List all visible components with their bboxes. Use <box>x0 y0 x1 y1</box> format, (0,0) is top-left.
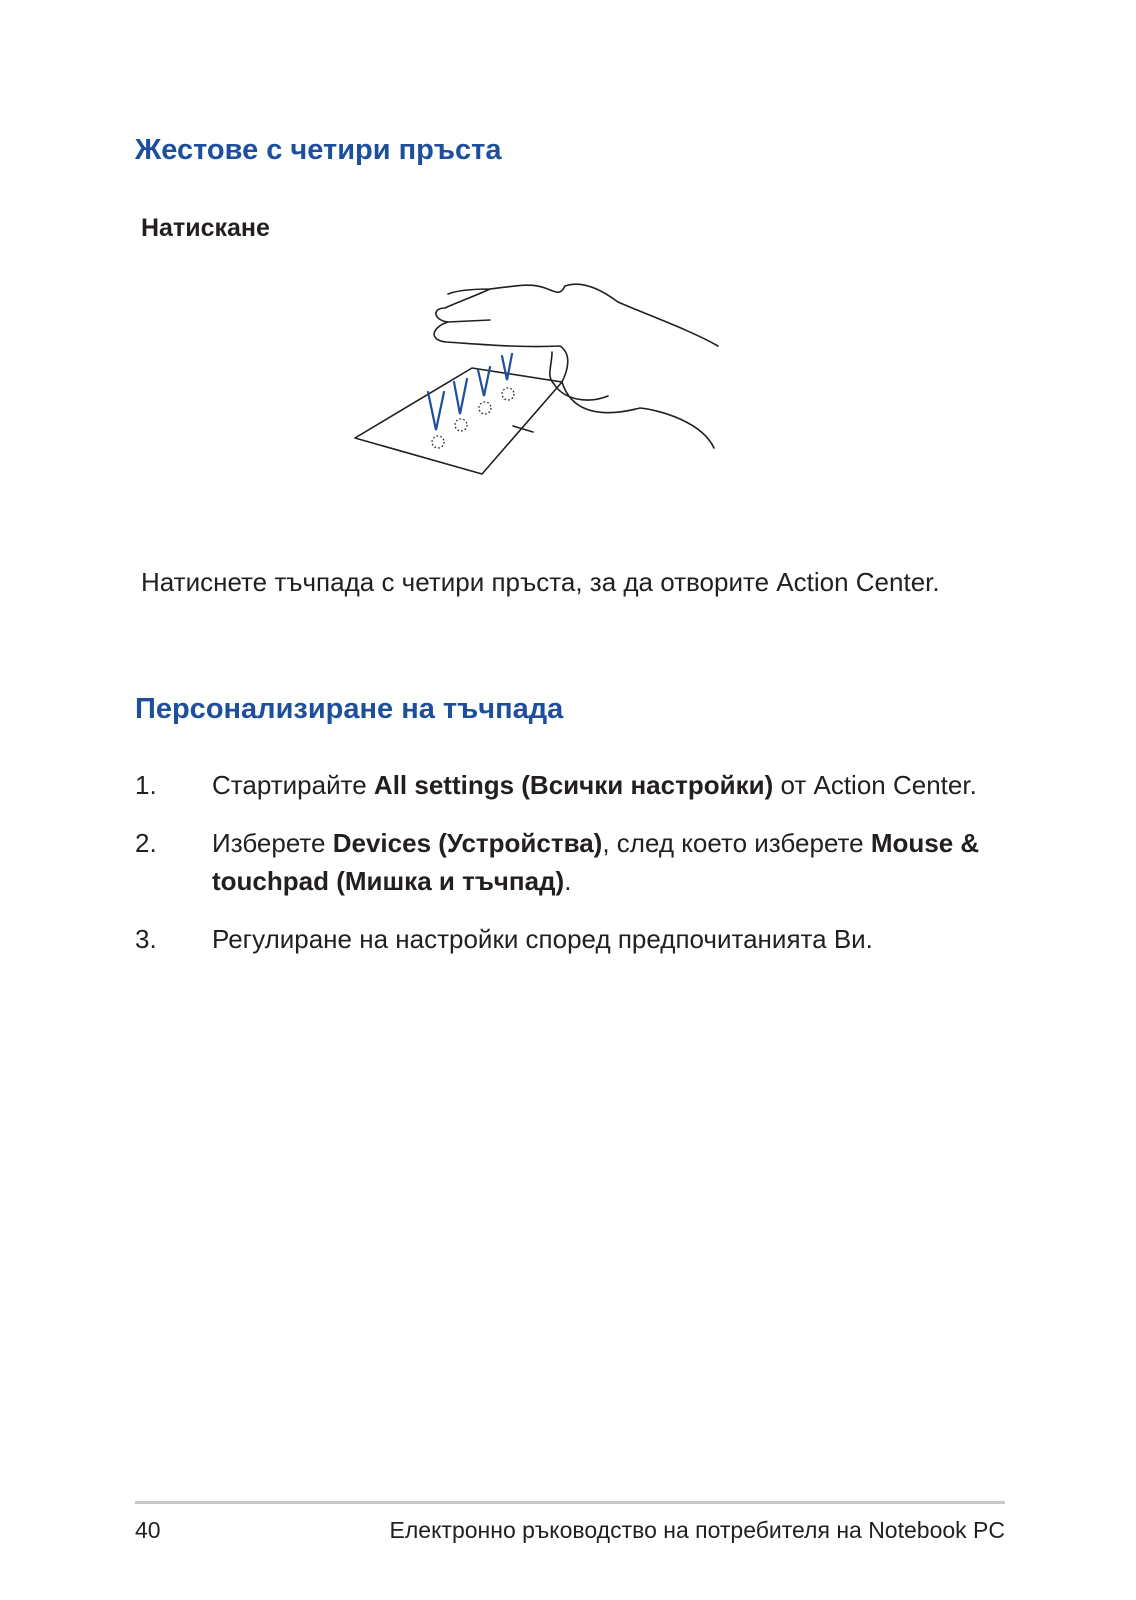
step-plain-text: Регулиране на настройки според предпочитанията Ви. <box>212 924 873 954</box>
step-plain-text: Стартирайте <box>212 770 374 800</box>
step-text <box>212 770 977 800</box>
touchpad-outline <box>355 368 562 474</box>
subheading-tap: Натискане <box>141 214 270 242</box>
footer-manual-title: Електронно ръководство на потребителя на Notebook PC <box>389 1517 1005 1543</box>
step-number: 3. <box>135 924 157 954</box>
footer-divider <box>135 1501 1005 1504</box>
step-text <box>212 828 979 896</box>
step-item <box>135 766 1005 804</box>
step-plain-text: , след което изберете <box>602 828 871 858</box>
step-bold-text: Mouse & touchpad (Мишка и тъчпад) <box>212 828 980 896</box>
step-text <box>212 924 873 954</box>
step-number: 2. <box>135 828 157 858</box>
step-plain-text: Изберете <box>212 828 333 858</box>
step-number: 1. <box>135 770 157 800</box>
four-finger-tap-illustration <box>350 282 790 502</box>
page-number: 40 <box>135 1517 161 1543</box>
step-item <box>135 824 1005 900</box>
step-bold-text: Devices (Устройства) <box>332 828 603 858</box>
four-finger-tap-caption: Натиснете тъчпада с четири пръста, за да отворите Action Center. <box>141 567 940 597</box>
customize-steps-list <box>135 766 1005 958</box>
step-plain-text: от Action Center. <box>773 770 977 800</box>
section-heading-four-finger-gestures: Жестове с четири пръста <box>135 134 502 166</box>
step-plain-text: . <box>564 866 572 896</box>
step-bold-text: All settings (Всички настройки) <box>373 770 774 800</box>
step-item <box>135 920 1005 958</box>
section-heading-customize-touchpad: Персонализиране на тъчпада <box>135 693 564 725</box>
